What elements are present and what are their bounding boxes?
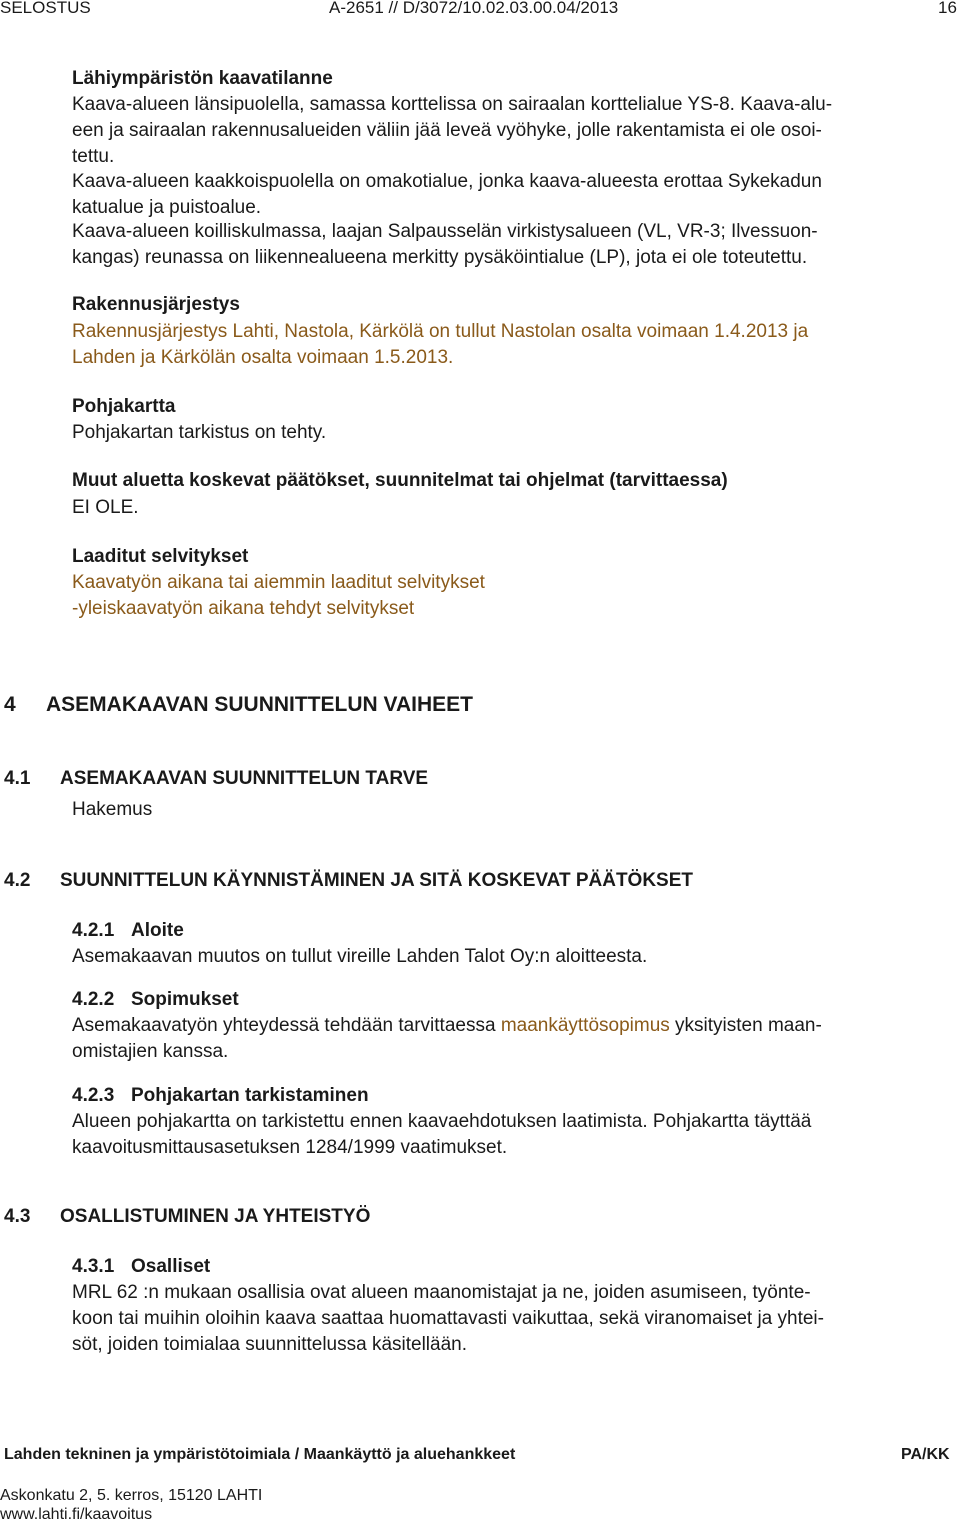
text-segment: yksityisten maan-	[669, 1015, 822, 1036]
section-4-2-3-number: 4.2.3	[72, 1085, 115, 1106]
text-segment: Asemakaavatyön yhteydessä tehdään tarvittaessa	[72, 1015, 501, 1036]
text-line: tettu.	[72, 146, 115, 167]
section-4-2-title: SUUNNITTELUN KÄYNNISTÄMINEN JA SITÄ KOSKEVAT PÄÄTÖKSET	[60, 870, 694, 891]
paragraph-lahiymparisto-3	[72, 219, 818, 271]
paragraph-lahiymparisto-2	[72, 169, 822, 221]
link-maankayttosopimus[interactable]: maankäyttösopimus	[500, 1015, 670, 1036]
footer-organization: Lahden tekninen ja ympäristötoimiala / Maankäyttö ja aluehankkeet	[4, 1446, 516, 1463]
footer-address: Askonkatu 2, 5. kerros, 15120 LAHTI	[0, 1487, 263, 1504]
link-rakennusjarjestys[interactable]	[72, 319, 808, 371]
text-line: söt, joiden toimialaa suunnittelussa käsitellään.	[72, 1334, 468, 1355]
link-line[interactable]: Rakennusjärjestys Lahti, Nastola, Kärkölä on tullut Nastolan osalta voimaan 1.4.2013 ja	[72, 321, 809, 342]
section-4-3-number: 4.3	[4, 1206, 31, 1227]
heading-lahiymparisto: Lähiympäristön kaavatilanne	[72, 68, 333, 89]
paragraph-4-3-1	[72, 1280, 824, 1358]
header-doc-id: A-2651 // D/3072/10.02.03.00.04/2013	[329, 0, 619, 17]
section-4-number: 4	[4, 693, 16, 716]
section-4-2-number: 4.2	[4, 870, 31, 891]
header-doc-type: SELOSTUS	[0, 0, 91, 17]
section-4-2-2-title: Sopimukset	[131, 989, 239, 1010]
section-4-title: ASEMAKAAVAN SUUNNITTELUN VAIHEET	[46, 693, 474, 716]
text-line: een ja sairaalan rakennusalueiden väliin jää leveä vyöhyke, jolle rakentamista ei ole osoi-	[72, 120, 822, 141]
text-line: Kaava-alueen koilliskulmassa, laajan Salpausselän virkistysalueen (VL, VR-3; Ilvessuon-	[72, 221, 818, 242]
paragraph-lahiymparisto-1	[72, 92, 832, 170]
section-4-2-1-number: 4.2.1	[72, 920, 115, 941]
text-line: MRL 62 :n mukaan osallisia ovat alueen maanomistajat ja ne, joiden asumiseen, työnte-	[72, 1282, 811, 1303]
text-muut-paatokset: EI OLE.	[72, 497, 139, 518]
footer-url[interactable]: www.lahti.fi/kaavoitus	[0, 1506, 153, 1523]
section-4-3-1-number: 4.3.1	[72, 1256, 115, 1277]
section-4-1-title: ASEMAKAAVAN SUUNNITTELUN TARVE	[60, 768, 429, 789]
text-4-1: Hakemus	[72, 799, 153, 820]
text-pohjakartta: Pohjakartan tarkistus on tehty.	[72, 422, 327, 443]
text-line: koon tai muihin oloihin kaava saattaa huomattavasti vaikuttaa, sekä viranomaiset ja yhtei-	[72, 1308, 824, 1329]
link-selvitykset-1[interactable]: Kaavatyön aikana tai aiemmin laaditut selvitykset	[72, 572, 485, 593]
section-4-1-number: 4.1	[4, 768, 31, 789]
text-line: kaavoitusmittausasetuksen 1284/1999 vaatimukset.	[72, 1137, 508, 1158]
section-4-2-2-number: 4.2.2	[72, 989, 115, 1010]
heading-rakennusjarjestys: Rakennusjärjestys	[72, 294, 240, 315]
heading-muut-paatokset: Muut aluetta koskevat päätökset, suunnitelmat tai ohjelmat (tarvittaessa)	[72, 470, 728, 491]
section-4-3-title: OSALLISTUMINEN JA YHTEISTYÖ	[60, 1206, 371, 1227]
footer-initials: PA/KK	[901, 1446, 950, 1463]
link-line[interactable]: Lahden ja Kärkölän osalta voimaan 1.5.2013.	[72, 347, 454, 368]
text-line: Alueen pohjakartta on tarkistettu ennen kaavaehdotuksen laatimista. Pohjakartta täyttää	[72, 1111, 812, 1132]
paragraph-4-2-3	[72, 1109, 811, 1161]
text-4-2-1: Asemakaavan muutos on tullut vireille Lahden Talot Oy:n aloitteesta.	[72, 946, 648, 967]
section-4-3-1-title: Osalliset	[131, 1256, 211, 1277]
text-4-2-2-line-2: omistajien kanssa.	[72, 1041, 229, 1062]
page-number: 16	[938, 0, 957, 17]
text-line: katualue ja puistoalue.	[72, 197, 262, 218]
text-4-2-2-line-1	[72, 1013, 822, 1039]
section-4-2-1-title: Aloite	[131, 920, 184, 941]
text-line: Kaava-alueen kaakkoispuolella on omakotialue, jonka kaava-alueesta erottaa Sykekadun	[72, 171, 822, 192]
link-selvitykset-2[interactable]: -yleiskaavatyön aikana tehdyt selvitykset	[72, 598, 415, 619]
heading-pohjakartta: Pohjakartta	[72, 396, 176, 417]
text-line: kangas) reunassa on liikennealueena merkitty pysäköintialue (LP), jota ei ole toteutettu.	[72, 247, 808, 268]
heading-selvitykset: Laaditut selvitykset	[72, 546, 249, 567]
text-line: Kaava-alueen länsipuolella, samassa korttelissa on sairaalan korttelialue YS-8. Kaava-alu-	[72, 94, 833, 115]
section-4-2-3-title: Pohjakartan tarkistaminen	[131, 1085, 369, 1106]
